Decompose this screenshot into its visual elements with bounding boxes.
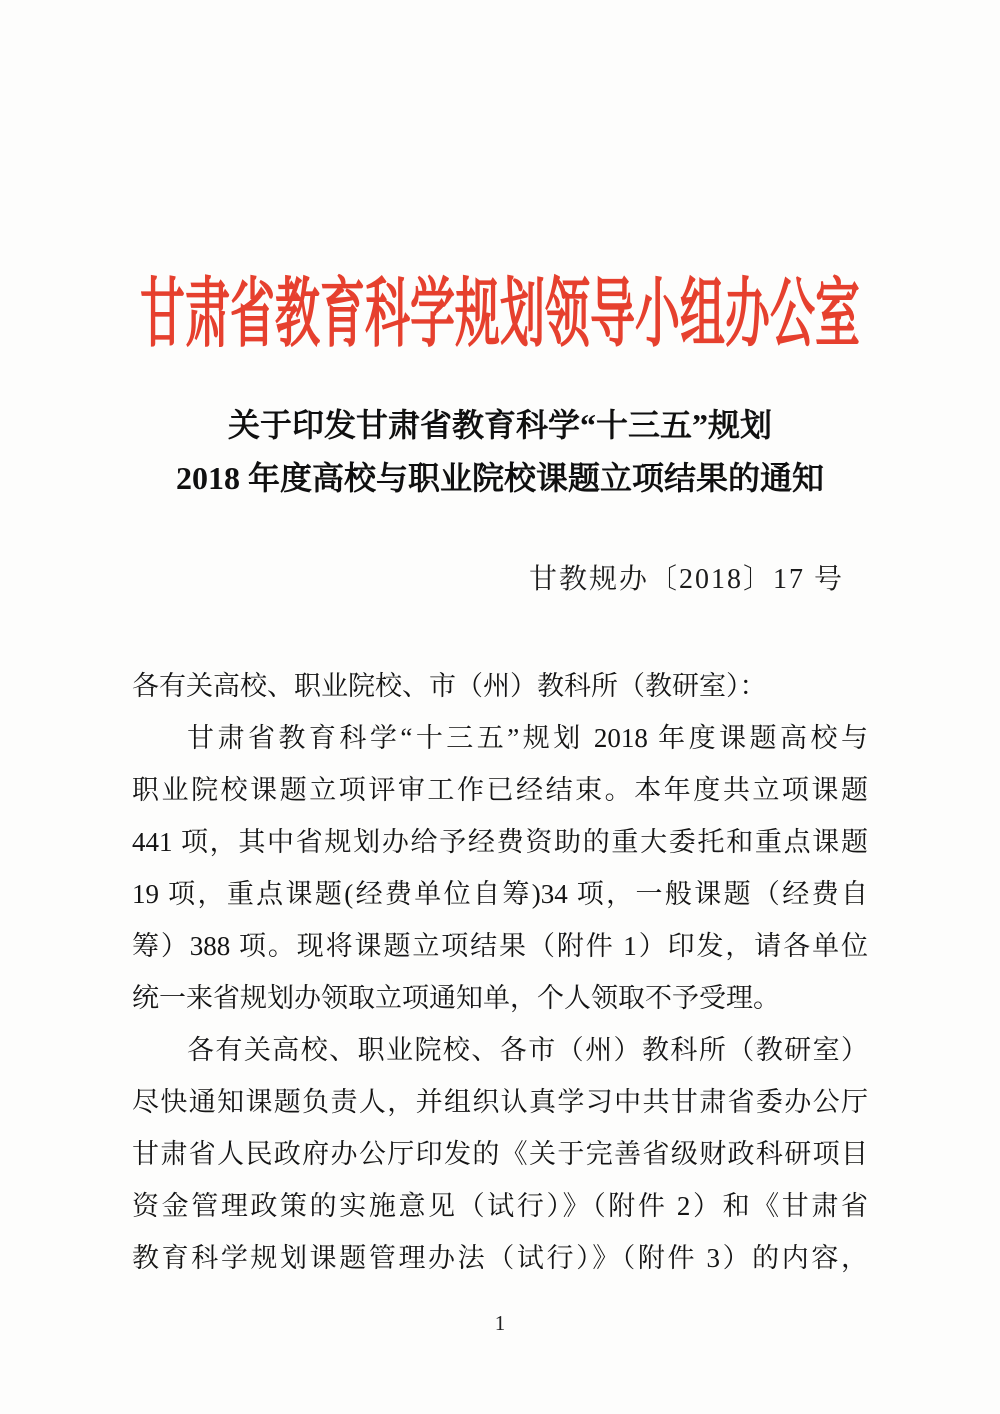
body-line: 统一来省规划办领取立项通知单，个人领取不予受理。 bbox=[132, 983, 780, 1013]
body-line: 筹）388 项。现将课题立项结果（附件 1）印发，请各单位 bbox=[132, 931, 868, 961]
body-line: 资金管理政策的实施意见（试行）》（附件 2）和《甘肃省 bbox=[132, 1191, 868, 1221]
letterhead bbox=[0, 252, 1000, 357]
body-line: 尽快通知课题负责人，并组织认真学习中共甘肃省委办公厅 bbox=[132, 1087, 868, 1117]
body-line: 各有关高校、职业院校、市（州）教科所（教研室）： bbox=[132, 671, 767, 701]
page-number: 1 bbox=[494, 1311, 506, 1335]
body-line: 各有关高校、职业院校、各市（州）教科所（教研室） bbox=[187, 1035, 868, 1065]
document-title-line-2: 2018 年度高校与职业院校课题立项结果的通知 bbox=[175, 460, 824, 496]
document-number: 甘教规办〔2018〕17 号 bbox=[528, 564, 844, 595]
body-line: 甘肃省人民政府办公厅印发的《关于完善省级财政科研项目 bbox=[132, 1139, 868, 1169]
body-line: 甘肃省教育科学“十三五”规划 2018 年度课题高校与 bbox=[187, 723, 868, 753]
body-line: 教育科学规划课题管理办法（试行）》（附件 3）的内容， bbox=[132, 1243, 868, 1273]
document-title bbox=[0, 399, 1000, 505]
body-line: 441 项，其中省规划办给予经费资助的重大委托和重点课题 bbox=[132, 827, 868, 857]
document-title-line-1: 关于印发甘肃省教育科学“十三五”规划 bbox=[227, 407, 772, 443]
body-line: 19 项，重点课题(经费单位自筹)34 项，一般课题（经费自 bbox=[132, 879, 868, 909]
document-body bbox=[132, 660, 868, 1284]
letterhead-org-name: 甘肃省教育科学规划领导小组办公室 bbox=[139, 272, 860, 357]
body-line: 职业院校课题立项评审工作已经结束。本年度共立项课题 bbox=[132, 775, 868, 805]
